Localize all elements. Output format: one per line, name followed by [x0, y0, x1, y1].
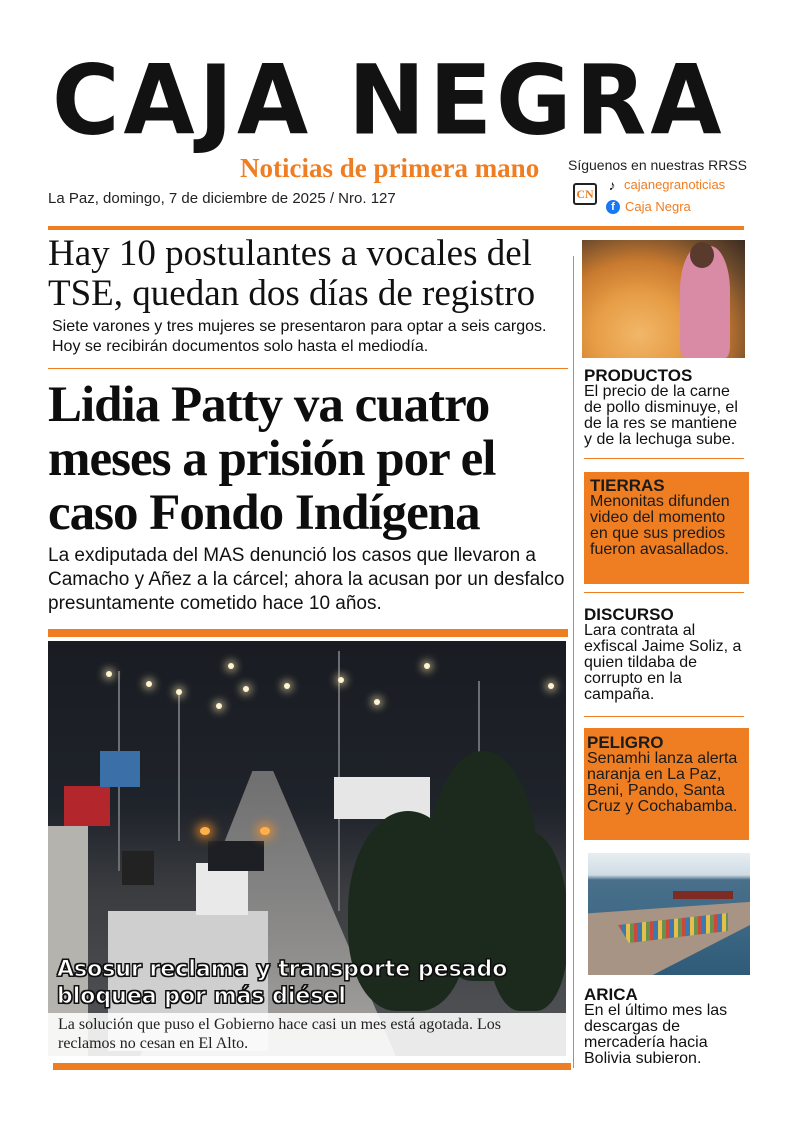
sidebar-item-arica[interactable] — [584, 986, 749, 1067]
tiktok-handle: cajanegranoticias — [624, 177, 726, 192]
sidebar-divider — [584, 592, 744, 593]
sidebar-kicker: ARICA — [584, 985, 638, 1004]
sidebar-text: El precio de la carne de pollo disminuye, el de la res se mantiene y de la lechuga sube. — [584, 383, 738, 448]
sidebar-divider — [584, 716, 744, 717]
facebook-link[interactable] — [606, 199, 691, 214]
facebook-handle: Caja Negra — [625, 199, 691, 214]
top-story-divider — [48, 368, 568, 369]
lead-story-headline[interactable]: Lidia Patty va cuatro meses a prisión por el caso Fondo Indígena — [48, 377, 496, 541]
sidebar-text: Senamhi lanza alerta naranja en La Paz, Beni, Pando, Santa Cruz y Cochabamba. — [587, 750, 738, 815]
sidebar-kicker: TIERRAS — [590, 476, 665, 495]
sidebar-text: En el último mes las descargas de mercadería hacia Bolivia subieron. — [584, 1002, 728, 1067]
masthead-title: CAJA NEGRA — [52, 44, 726, 157]
sidebar-item-discurso[interactable] — [584, 606, 746, 703]
sidebar-rule — [573, 256, 574, 1068]
sidebar-kicker: DISCURSO — [584, 605, 674, 624]
top-story-headline[interactable]: Hay 10 postulantes a vocales del TSE, quedan dos días de registro — [48, 233, 536, 314]
sidebar-kicker: PELIGRO — [587, 733, 664, 752]
sidebar-item-tierras[interactable] — [584, 472, 749, 584]
sidebar-item-peligro[interactable] — [584, 728, 749, 840]
sidebar-text: Menonitas difunden video del momento en que sus predios fueron avasallados. — [590, 493, 730, 558]
photo-story-caption: La solución que puso el Gobierno hace casi un mes está agotada. Los reclamos no cesan en El Alto. — [48, 1013, 566, 1056]
brand-logo-mini: CN — [573, 183, 597, 205]
social-title: Síguenos en nuestras RRSS — [568, 157, 747, 173]
masthead-tagline: Noticias de primera mano — [240, 153, 540, 183]
lead-story-dek: La exdiputada del MAS denunció los casos que llevaron a Camacho y Añez a la cárcel; ahora la acusan por un desfalco presuntamente cometido hace 10 años. — [48, 545, 565, 614]
facebook-icon: f — [606, 200, 620, 214]
photo-arica-port[interactable] — [588, 853, 750, 975]
sidebar-item-productos[interactable] — [584, 367, 749, 448]
tiktok-icon: ♪ — [608, 176, 616, 193]
photo-story-divider — [53, 1063, 571, 1070]
top-story-dek: Siete varones y tres mujeres se presentaron para optar a seis cargos. Hoy se recibirán documentos solo hasta el mediodía. — [52, 318, 547, 355]
sidebar-kicker: PRODUCTOS — [584, 366, 693, 385]
sidebar-text: Lara contrata al exfiscal Jaime Soliz, a quien tildaba de corrupto en la campaña. — [584, 622, 742, 703]
sidebar-divider — [584, 458, 744, 459]
photo-chicken-market[interactable] — [582, 240, 745, 358]
dateline: La Paz, domingo, 7 de diciembre de 2025 / Nro. 127 — [48, 190, 396, 207]
tiktok-link[interactable] — [605, 177, 725, 192]
photo-story-headline[interactable]: Asosur reclama y transporte pesado bloquea por más diésel — [57, 957, 508, 1009]
masthead-divider — [48, 226, 744, 230]
lead-story-divider — [48, 629, 568, 637]
